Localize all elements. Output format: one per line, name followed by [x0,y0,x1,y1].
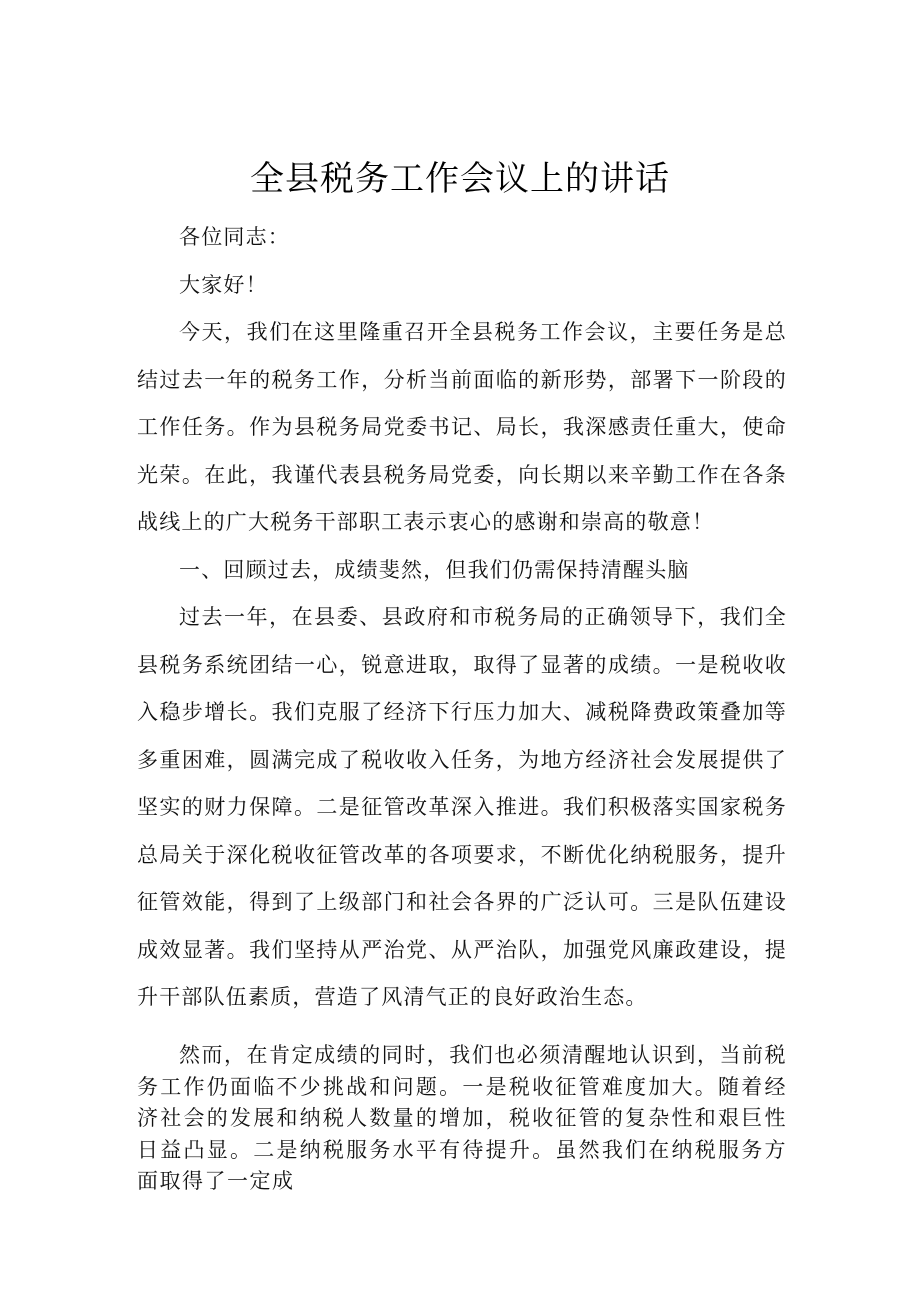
section-heading: 一、回顾过去，成绩斐然，但我们仍需保持清醒头脑 [179,557,690,582]
opening-paragraph: 今天，我们在这里隆重召开全县税务工作会议，主要任务是总结过去一年的税务工作，分析当前面临的新形势，部署下一阶段的工作任务。作为县税务局党委书记、局长，我深感责任重大，使命光荣。在此，我谨代表县税务局党委，向长期以来辛勤工作在各条战线上的广大税务干部职工表示衷心的感谢和崇高的敬意！ [137,320,787,534]
salutation: 各位同志： [179,225,290,249]
document-body [137,214,787,1022]
document-body-continued [137,1040,787,1198]
greeting: 大家好！ [179,272,268,297]
challenges-paragraph: 然而，在肯定成绩的同时，我们也必须清醒地认识到，当前税务工作仍面临不少挑战和问题。一是税收征管难度加大。随着经济社会的发展和纳税人数量的增加，税收征管的复杂性和艰巨性日益凸显。二是纳税服务水平有待提升。虽然我们在纳税服务方面取得了一定成 [137,1043,787,1193]
document-title: 全县税务工作会议上的讲话 [250,159,670,199]
achievements-paragraph: 过去一年，在县委、县政府和市税务局的正确领导下，我们全县税务系统团结一心，锐意进取，取得了显著的成绩。一是税收收入稳步增长。我们克服了经济下行压力加大、减税降费政策叠加等多重困难，圆满完成了税收收入任务，为地方经济社会发展提供了坚实的财力保障。二是征管改革深入推进。我们积极落实国家税务总局关于深化税收征管改革的各项要求，不断优化纳税服务，提升征管效能，得到了上级部门和社会各界的广泛认可。三是队伍建设成效显著。我们坚持从严治党、从严治队，加强党风廉政建设，提升干部队伍素质，营造了风清气正的良好政治生态。 [137,605,787,1009]
